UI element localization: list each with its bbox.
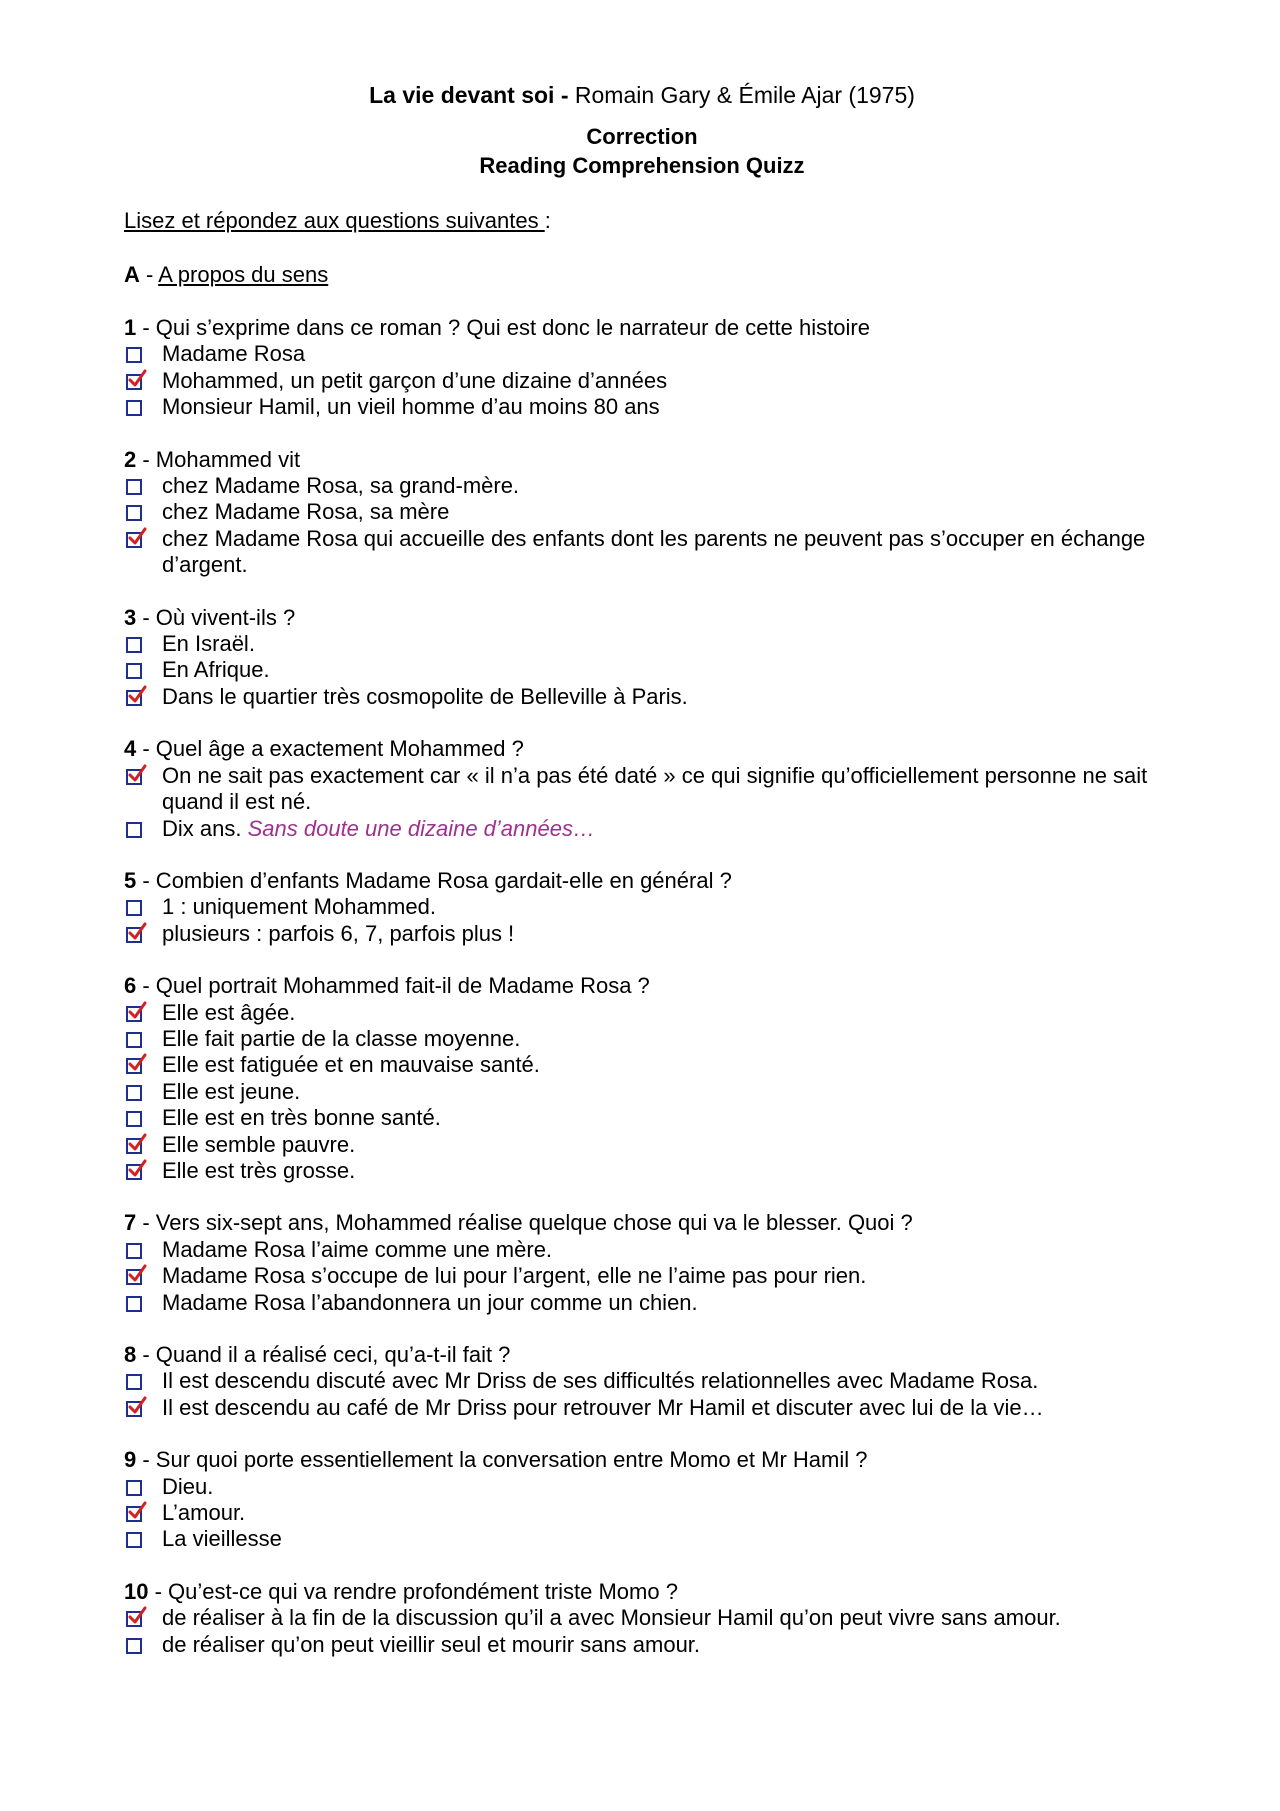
option-label: chez Madame Rosa, sa mère: [162, 499, 450, 525]
checkbox-checked-icon[interactable]: [126, 1164, 142, 1180]
question-text: [124, 736, 1160, 762]
section-heading: [124, 261, 1160, 288]
checkbox-checked-icon[interactable]: [126, 1269, 142, 1285]
question-text: [124, 1342, 1160, 1368]
question-block: [124, 447, 1160, 579]
question-text: [124, 447, 1160, 473]
option-label: Elle est âgée.: [162, 999, 296, 1025]
option-label: En Israël.: [162, 631, 255, 657]
checkbox-empty-icon[interactable]: [126, 347, 142, 363]
option-label: Dieu.: [162, 1473, 214, 1499]
option-label: Monsieur Hamil, un vieil homme d’au moins 80 ans: [162, 394, 660, 420]
check-mark-icon: [127, 1501, 147, 1521]
option-label: Elle semble pauvre.: [162, 1131, 356, 1157]
question-label: - Mohammed vit: [136, 446, 301, 472]
question-block: [124, 1447, 1160, 1553]
answer-option: [124, 763, 1160, 816]
answer-option: [124, 921, 1160, 947]
option-list: [124, 894, 1160, 947]
question-list: [124, 315, 1160, 1658]
checkbox-empty-icon[interactable]: [126, 1032, 142, 1048]
checkbox-empty-icon[interactable]: [126, 1480, 142, 1496]
option-label: Dans le quartier très cosmopolite de Belleville à Paris.: [162, 683, 688, 709]
option-label: plusieurs : parfois 6, 7, parfois plus !: [162, 920, 515, 946]
option-list: [124, 473, 1160, 579]
option-label: Madame Rosa l’aime comme une mère.: [162, 1236, 553, 1262]
check-mark-icon: [127, 1133, 147, 1153]
instructions-text: Lisez et répondez aux questions suivantes: [124, 208, 545, 233]
instructions: [124, 207, 1160, 234]
option-label: Il est descendu au café de Mr Driss pour retrouver Mr Hamil et discuter avec lui de la vie…: [162, 1394, 1044, 1420]
answer-option: [124, 1000, 1160, 1026]
checkbox-empty-icon[interactable]: [126, 1111, 142, 1127]
option-list: [124, 763, 1160, 842]
checkbox-checked-icon[interactable]: [126, 1506, 142, 1522]
checkbox-empty-icon[interactable]: [126, 663, 142, 679]
section-sep: -: [139, 262, 159, 287]
checkbox-empty-icon[interactable]: [126, 822, 142, 838]
option-label: Elle est jeune.: [162, 1078, 301, 1104]
question-block: [124, 1210, 1160, 1316]
answer-option: [124, 816, 1160, 842]
checkbox-checked-icon[interactable]: [126, 1058, 142, 1074]
checkbox-empty-icon[interactable]: [126, 1638, 142, 1654]
answer-option: [124, 631, 1160, 657]
check-mark-icon: [127, 1396, 147, 1416]
option-label: Elle est très grosse.: [162, 1157, 356, 1183]
check-mark-icon: [127, 1606, 147, 1626]
checkbox-checked-icon[interactable]: [126, 1006, 142, 1022]
option-label: Madame Rosa l’abandonnera un jour comme un chien.: [162, 1289, 698, 1315]
section-letter: A: [124, 262, 140, 287]
question-block: [124, 605, 1160, 711]
question-number: 5: [124, 867, 137, 893]
question-text: [124, 1447, 1160, 1473]
checkbox-empty-icon[interactable]: [126, 400, 142, 416]
option-list: [124, 1000, 1160, 1185]
question-label: - Sur quoi porte essentiellement la conversation entre Momo et Mr Hamil ?: [136, 1447, 868, 1473]
option-label: Elle est fatiguée et en mauvaise santé.: [162, 1052, 540, 1078]
checkbox-checked-icon[interactable]: [126, 1611, 142, 1627]
question-label: - Quel portrait Mohammed fait-il de Madame Rosa ?: [136, 973, 650, 999]
option-note: Sans doute une dizaine d’années…: [247, 815, 595, 841]
answer-option: [124, 526, 1160, 579]
answer-option: [124, 1237, 1160, 1263]
checkbox-checked-icon[interactable]: [126, 532, 142, 548]
option-list: [124, 1474, 1160, 1553]
answer-option: [124, 473, 1160, 499]
answer-option: [124, 1500, 1160, 1526]
answer-option: [124, 1158, 1160, 1184]
checkbox-empty-icon[interactable]: [126, 479, 142, 495]
instructions-colon: :: [544, 208, 551, 233]
question-block: [124, 315, 1160, 421]
check-mark-icon: [127, 1159, 147, 1179]
question-block: [124, 1342, 1160, 1421]
checkbox-checked-icon[interactable]: [126, 690, 142, 706]
answer-option: [124, 1632, 1160, 1658]
answer-option: [124, 1105, 1160, 1131]
checkbox-checked-icon[interactable]: [126, 374, 142, 390]
question-block: [124, 973, 1160, 1184]
answer-option: [124, 1368, 1160, 1394]
question-label: - Quand il a réalisé ceci, qu’a-t-il fait ?: [136, 1342, 511, 1367]
option-label: Elle fait partie de la classe moyenne.: [162, 1025, 521, 1051]
question-number: 3: [124, 604, 137, 630]
option-list: [124, 1605, 1160, 1658]
subtitle-quiz: Reading Comprehension Quizz: [479, 153, 805, 178]
option-label: Dix ans.: [162, 815, 242, 841]
question-number: 8: [124, 1342, 137, 1367]
question-label: - Vers six-sept ans, Mohammed réalise quelque chose qui va le blesser. Quoi ?: [136, 1210, 913, 1236]
answer-option: [124, 394, 1160, 420]
check-mark-icon: [127, 527, 147, 547]
question-number: 6: [124, 973, 137, 999]
question-text: [124, 973, 1160, 999]
checkbox-empty-icon[interactable]: [126, 637, 142, 653]
question-block: [124, 1579, 1160, 1658]
checkbox-empty-icon[interactable]: [126, 1532, 142, 1548]
option-label: Elle est en très bonne santé.: [162, 1105, 441, 1131]
option-label: de réaliser à la fin de la discussion qu’il a avec Monsieur Hamil qu’on peut vivre sans amour.: [162, 1605, 1061, 1631]
checkbox-checked-icon[interactable]: [126, 1138, 142, 1154]
answer-option: [124, 1079, 1160, 1105]
answer-option: [124, 341, 1160, 367]
question-text: [124, 605, 1160, 631]
answer-option: [124, 1052, 1160, 1078]
option-label: Madame Rosa: [162, 341, 306, 367]
check-mark-icon: [127, 1001, 147, 1021]
answer-option: [124, 1474, 1160, 1500]
question-number: 9: [124, 1447, 137, 1473]
question-number: 1: [124, 315, 137, 340]
option-label: de réaliser qu’on peut vieillir seul et mourir sans amour.: [162, 1631, 701, 1657]
checkbox-empty-icon[interactable]: [126, 1243, 142, 1259]
check-mark-icon: [127, 685, 147, 705]
option-label: La vieillesse: [162, 1526, 282, 1552]
question-text: [124, 1579, 1160, 1605]
check-mark-icon: [127, 922, 147, 942]
answer-option: [124, 1605, 1160, 1631]
option-label: 1 : uniquement Mohammed.: [162, 894, 436, 920]
subtitle-correction: Correction: [586, 124, 698, 149]
checkbox-empty-icon[interactable]: [126, 505, 142, 521]
question-label: - Qu’est-ce qui va rendre profondément triste Momo ?: [148, 1578, 678, 1604]
question-number: 7: [124, 1210, 137, 1236]
option-label: Madame Rosa s’occupe de lui pour l’argent, elle ne l’aime pas pour rien.: [162, 1263, 867, 1289]
option-label: chez Madame Rosa, sa grand-mère.: [162, 473, 520, 499]
question-block: [124, 868, 1160, 947]
question-number: 4: [124, 736, 137, 762]
option-label: Mohammed, un petit garçon d’une dizaine d’années: [162, 367, 668, 393]
option-list: [124, 1368, 1160, 1421]
answer-option: [124, 368, 1160, 394]
question-text: [124, 868, 1160, 894]
answer-option: [124, 1132, 1160, 1158]
checkbox-checked-icon[interactable]: [126, 1401, 142, 1417]
book-authors: Romain Gary & Émile Ajar (1975): [568, 82, 915, 108]
answer-option: [124, 684, 1160, 710]
answer-option: [124, 1526, 1160, 1552]
checkbox-checked-icon[interactable]: [126, 927, 142, 943]
book-title: La vie devant soi -: [369, 82, 569, 108]
check-mark-icon: [127, 369, 147, 389]
question-text: [124, 1210, 1160, 1236]
question-text: [124, 315, 1160, 341]
question-label: - Qui s’exprime dans ce roman ? Qui est donc le narrateur de cette histoire: [136, 315, 870, 340]
answer-option: [124, 1026, 1160, 1052]
option-list: [124, 631, 1160, 710]
option-list: [124, 1237, 1160, 1316]
section-title: A propos du sens: [158, 262, 329, 287]
option-list: [124, 341, 1160, 420]
checkbox-empty-icon[interactable]: [126, 1296, 142, 1312]
answer-option: [124, 1290, 1160, 1316]
option-label: En Afrique.: [162, 657, 270, 683]
checkbox-empty-icon[interactable]: [126, 1085, 142, 1101]
question-label: - Où vivent-ils ?: [136, 604, 296, 630]
question-label: - Combien d’enfants Madame Rosa gardait-elle en général ?: [136, 867, 732, 893]
option-label: L’amour.: [162, 1500, 246, 1526]
option-label: On ne sait pas exactement car « il n’a pas été daté » ce qui signifie qu’officiellement personne ne sait quand il est né.: [162, 762, 1148, 815]
check-mark-icon: [127, 1264, 147, 1284]
answer-option: [124, 499, 1160, 525]
checkbox-empty-icon[interactable]: [126, 1374, 142, 1390]
document-title: [124, 80, 1160, 110]
answer-option: [124, 657, 1160, 683]
checkbox-empty-icon[interactable]: [126, 900, 142, 916]
option-label: chez Madame Rosa qui accueille des enfants dont les parents ne peuvent pas s’occuper en échange d’argent.: [162, 525, 1146, 578]
question-number: 2: [124, 446, 137, 472]
checkbox-checked-icon[interactable]: [126, 769, 142, 785]
question-label: - Quel âge a exactement Mohammed ?: [136, 736, 524, 762]
check-mark-icon: [127, 1053, 147, 1073]
question-block: [124, 736, 1160, 842]
answer-option: [124, 894, 1160, 920]
answer-option: [124, 1263, 1160, 1289]
question-number: 10: [124, 1578, 149, 1604]
check-mark-icon: [127, 764, 147, 784]
answer-option: [124, 1395, 1160, 1421]
option-label: Il est descendu discuté avec Mr Driss de ses difficultés relationnelles avec Madame Rosa.: [162, 1368, 1039, 1394]
